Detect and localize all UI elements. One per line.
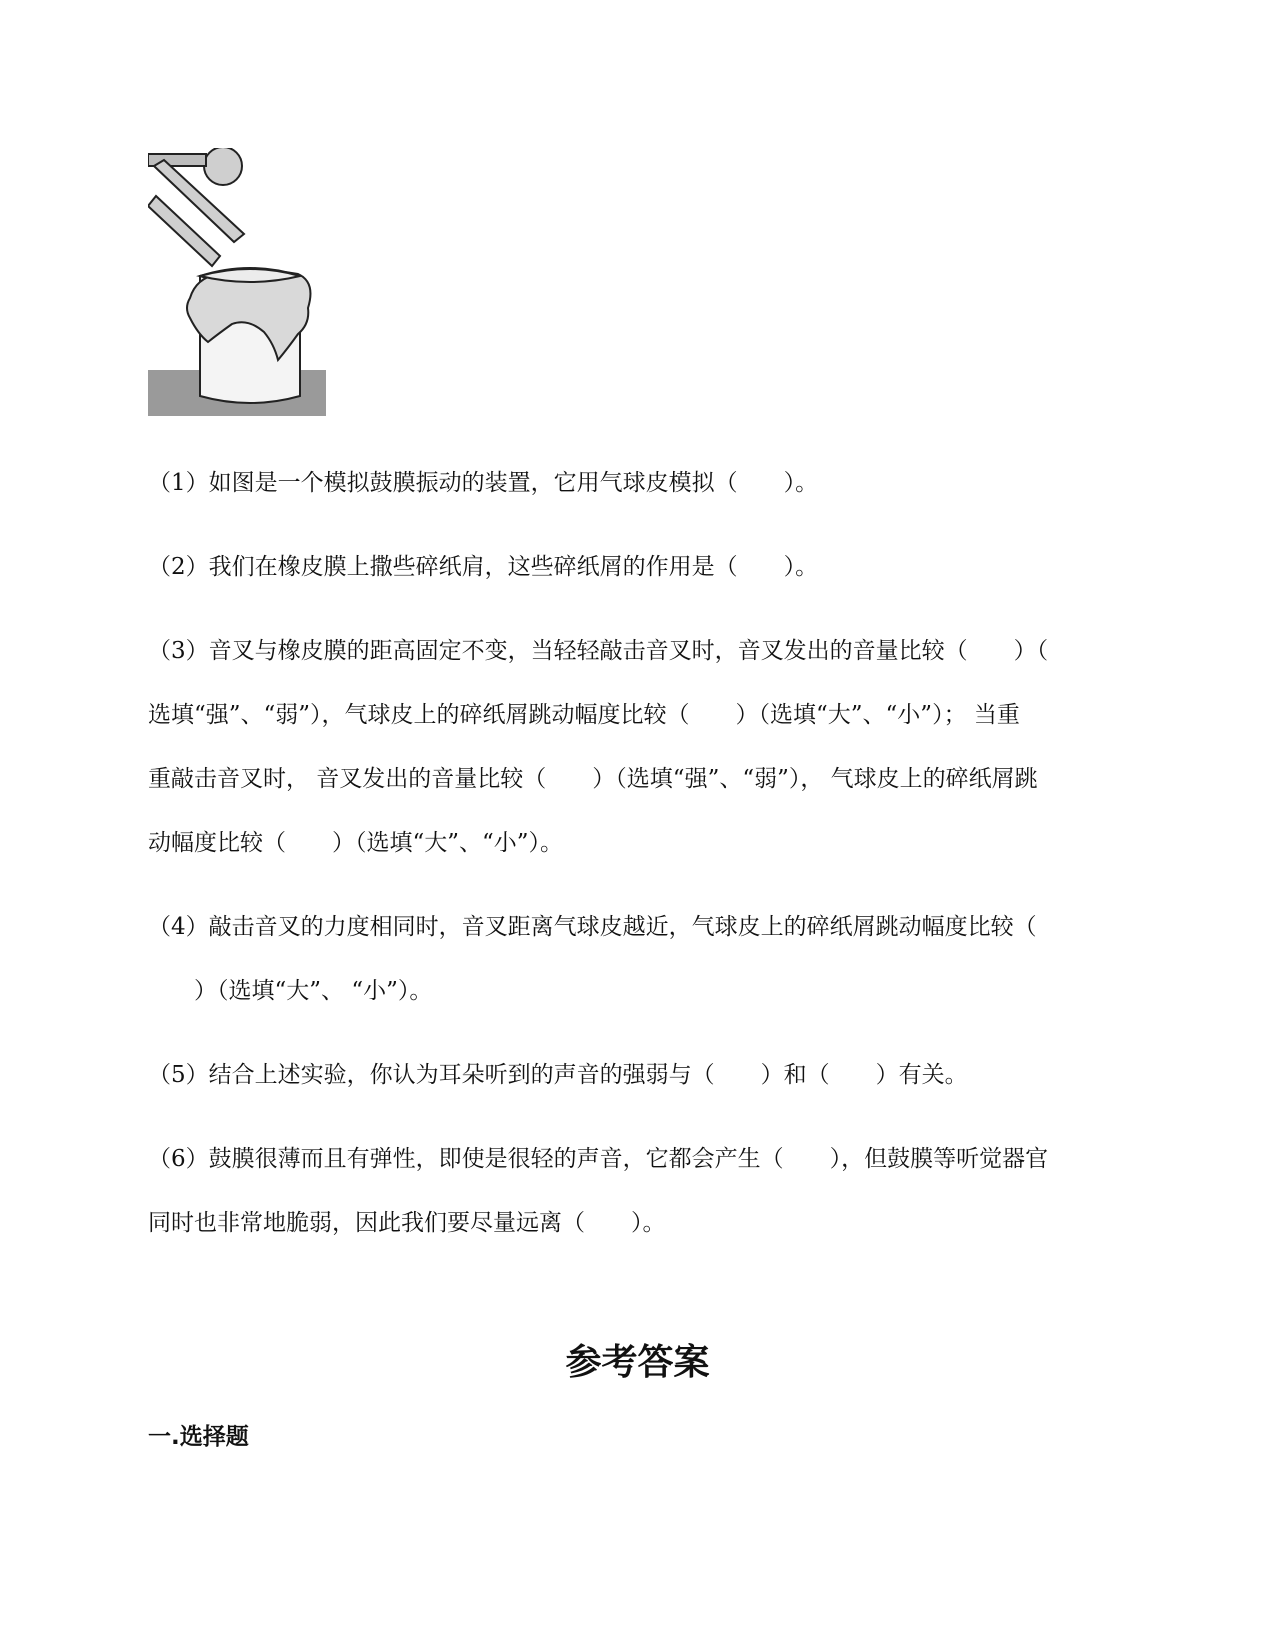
- question-4-line-1: （4）敲击音叉的力度相同时，音叉距离气球皮越近，气球皮上的碎纸屑跳动幅度比较（: [148, 914, 1037, 940]
- question-6-line-1: （6）鼓膜很薄而且有弹性，即使是很轻的声音，它都会产生（ ），但鼓膜等听觉器官: [148, 1146, 1049, 1172]
- question-3-line-4: 动幅度比较（ ）（选填“大”、“小”）。: [148, 830, 564, 856]
- question-3-line-3: 重敲击音叉时， 音叉发出的音量比较（ ）（选填“强”、“弱”）， 气球皮上的碎纸屑跳: [148, 766, 1038, 792]
- tuning-fork-and-drum-icon: [148, 148, 326, 416]
- question-5-line-1: （5）结合上述实验，你认为耳朵听到的声音的强弱与（ ）和（ ）有关。: [148, 1062, 968, 1088]
- question-1-line-1: （1）如图是一个模拟鼓膜振动的装置，它用气球皮模拟（ ）。: [148, 470, 819, 496]
- answer-title: 参考答案: [565, 1342, 710, 1383]
- question-3-line-1: （3）音叉与橡皮膜的距高固定不变，当轻轻敲击音叉时，音叉发出的音量比较（ ）（: [148, 638, 1049, 664]
- question-3-line-2: 选填“强”、“弱”），气球皮上的碎纸屑跳动幅度比较（ ）（选填“大”、“小”）； 当重: [148, 702, 1020, 728]
- section-title: 一.选择题: [148, 1424, 249, 1450]
- question-4-line-2: ）（选填“大”、 “小”）。: [148, 978, 433, 1004]
- question-2-line-1: （2）我们在橡皮膜上撒些碎纸肩，这些碎纸屑的作用是（ ）。: [148, 554, 819, 580]
- question-6-line-2: 同时也非常地脆弱，因此我们要尽量远离（ ）。: [148, 1210, 666, 1236]
